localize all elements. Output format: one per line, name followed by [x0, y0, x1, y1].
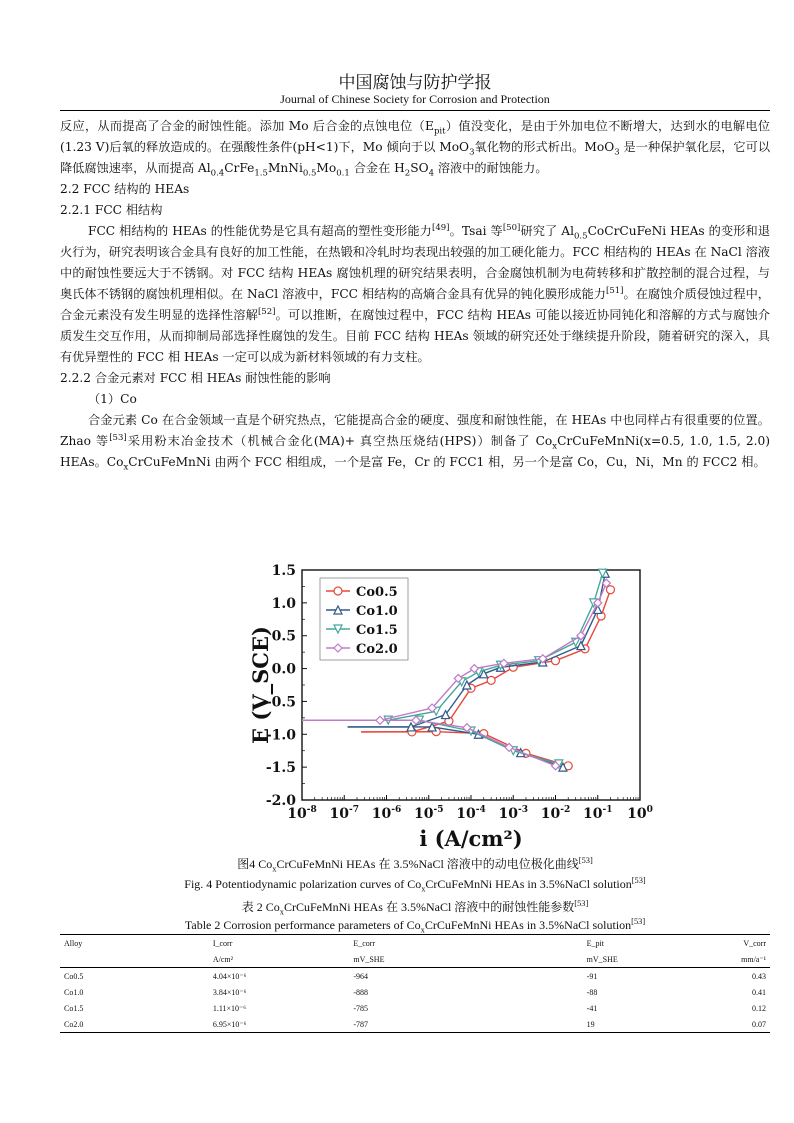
table-row: Co1.5 1.11×10⁻⁶ -785 -41 0.12: [64, 1003, 766, 1013]
y-tick-label: 0.0: [271, 661, 296, 678]
paragraph-mo: 反应，从而提高了合金的耐蚀性能。添加 Mo 后合金的点蚀电位$(E_{pit})$值没变化，是由于外加电位不断增大，达到水的电解电位(1.23 V)后氧的释放造成的。在强酸性条件(pH<1)下，Mo 倾向于以 MoO$_3$氧化物的形式析出。MoO$_3$ 是一种保护氧化层，它可以降低腐蚀速率，从而提高 $Al_{0.4}CrFe_{1.5}MnNi_{0.5}Mo_{0.1}$ 合金在 $H_2SO_4$ 溶液中的耐蚀能力。: [60, 119, 771, 179]
unit-alloy: [60, 951, 209, 968]
legend-label: Co0.5: [356, 585, 398, 600]
journal-title-en: Journal of Chinese Society for Corrosion and Protection: [280, 92, 550, 106]
header-rule: [60, 110, 770, 111]
x-tick-label: $10^{-8}$: [287, 805, 317, 822]
x-tick-label: $10^{-5}$: [414, 805, 444, 822]
x-tick-label: $10^0$: [627, 805, 653, 822]
th-vcorr: V_corr: [704, 935, 770, 952]
paragraph-co: 合金元素 Co 在合金领域一直是个研究热点，它能提高合金的硬度、强度和耐蚀性能，在 HEAs 中也同样占有很重要的位置。Zhao 等[53]采用粉末冶金技术（机械合金化(MA)+ 真空热压烧结(HPS)）制备了 $Co_xCrCuFeMnNi(x=0.5$, 1.0, 1.5, 2.0) HEAs。$Co_xCrCuFeMnNi$ 由两个 FCC 相组成，一个是富 Fe，Cr 的 FCC1 相，另一个是富 Co，Cu，Ni，Mn 的 FCC2 相。: [60, 413, 770, 473]
th-icorr: I_corr: [209, 935, 350, 952]
y-axis-label: E (V_SCE): [248, 626, 273, 744]
y-tick-label: 1.5: [271, 563, 296, 579]
polarization-chart: [210, 552, 670, 852]
table-unit-row: [60, 951, 770, 968]
th-alloy: Alloy: [60, 935, 209, 952]
figure-caption-en: Fig. 4 Potentiodynamic polarization curves of $Co_xCrCuFeMnNi$ HEAs in 3.5%NaCl solution[53]: [184, 876, 646, 894]
unit-vcorr: mm/a⁻¹: [704, 951, 770, 968]
data-point: [487, 676, 495, 684]
x-axis-label: i (A/cm²): [419, 826, 523, 851]
table-row: Co2.0 6.95×10⁻⁶ -787 19 0.07: [60, 1016, 770, 1033]
y-tick-label: 1.0: [271, 595, 296, 612]
corrosion-table: [60, 934, 770, 1033]
figure-caption-cn: 图4 $Co_xCrCuFeMnNi$ HEAs 在 3.5%NaCl 溶液中的动电位极化曲线[53]: [237, 856, 593, 874]
x-tick-label: $10^{-3}$: [498, 805, 528, 822]
y-tick-label: -1.0: [265, 727, 296, 744]
table-header-row: [60, 935, 770, 952]
unit-ecorr: mV_SHE: [349, 951, 582, 968]
legend-marker: [334, 587, 342, 595]
unit-icorr: A/cm²: [209, 951, 350, 968]
y-tick-label: -2.0: [265, 793, 296, 809]
table-row: Co1.0 3.84×10⁻⁶ -888 -88 0.41: [64, 987, 766, 997]
table-caption-cn: 表 2 $Co_xCrCuFeMnNi$ HEAs 在 3.5%NaCl 溶液中的耐蚀性能参数[53]: [241, 899, 589, 917]
section-heading-2-2-2: 2.2.2 合金元素对 FCC 相 HEAs 耐蚀性能的影响: [60, 371, 331, 385]
legend-label: Co2.0: [356, 642, 398, 657]
y-tick-label: -0.5: [265, 694, 296, 711]
body-text: [60, 116, 770, 473]
th-epit: E_pit: [583, 935, 705, 952]
section-heading-2-2: 2.2 FCC 结构的 HEAs: [60, 182, 190, 196]
y-tick-label: -1.5: [265, 760, 296, 777]
x-tick-label: $10^{-7}$: [329, 805, 359, 822]
legend-label: Co1.0: [356, 604, 398, 619]
data-point: [606, 586, 614, 594]
x-tick-label: $10^{-1}$: [583, 805, 613, 822]
th-ecorr: E_corr: [349, 935, 582, 952]
paragraph-fcc: FCC 相结构的 HEAs 的性能优势是它具有超高的塑性变形能力[49]。Tsai 等[50]研究了 $Al_{0.5}CoCrCuFeNi$ HEAs 的变形和退火行为，研究表明该合金具有良好的加工性能，在热锻和冷轧时均表现出较强的加工硬化能力。FCC 相结构的 HEAs 在 NaCl 溶液中的耐蚀性要远大于不锈钢。对 FCC 结构 HEAs 腐蚀机理的研究结果表明，合金腐蚀机制为电荷转移和扩散控制的混合过程，与奥氏体不锈钢的腐蚀机理相似。在 NaCl 溶液中，FCC 相结构的高熵合金具有优异的钝化膜形成能力[51]。在腐蚀介质侵蚀过程中，合金元素没有发生明显的选择性溶解[52]。可以推断，在腐蚀过程中，FCC 结构 HEAs 可能以接近协同钝化和溶解的方式与腐蚀介质发生交互作用，从而抑制局部选择性腐蚀的发生。目前 FCC 结构 HEAs 领域的研究还处于继续提升阶段，随着研究的深入，具有优异塑性的 FCC 相 HEAs 一定可以成为新材料领域的有力支柱。: [60, 222, 771, 364]
section-heading-2-2-1: 2.2.1 FCC 相结构: [60, 203, 163, 217]
journal-title-cn: 中国腐蚀与防护学报: [338, 73, 492, 93]
x-tick-label: $10^{-6}$: [371, 805, 402, 822]
unit-epit: mV_SHE: [583, 951, 705, 968]
table-row: Co0.5 4.04×10⁻⁶ -964 -91 0.43: [64, 971, 766, 981]
y-tick-label: 0.5: [271, 628, 296, 645]
table-caption-en: Table 2 Corrosion performance parameters of $Co_xCrCuFeMnNi$ HEAs in 3.5%NaCl solution[53]: [184, 917, 646, 935]
subheading-co: （1）Co: [88, 392, 137, 406]
x-tick-label: $10^{-4}$: [456, 805, 486, 822]
x-tick-label: $10^{-2}$: [540, 805, 571, 822]
legend-label: Co1.5: [356, 623, 398, 638]
